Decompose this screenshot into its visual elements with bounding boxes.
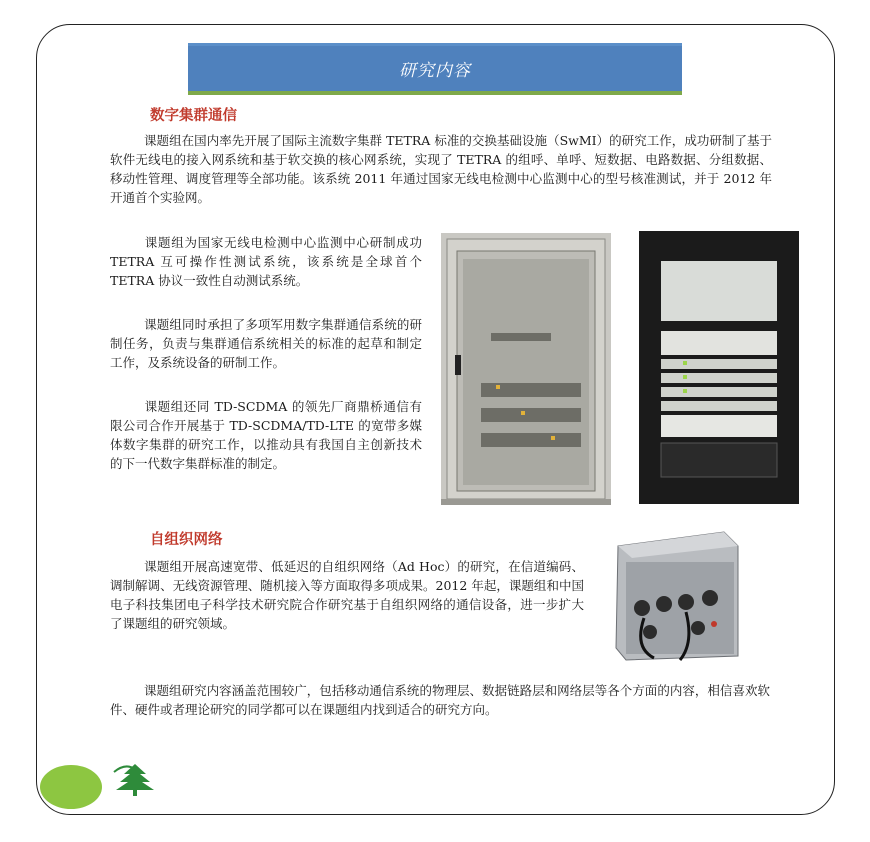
paragraph-adhoc <box>110 557 584 633</box>
paragraph-text: 课题组研究内容涵盖范围较广，包括移动通信系统的物理层、数据链路层和网络层等各个方面的内容，相信喜欢软件、硬件或者理论研究的同学都可以在课题组内找到适合的研究方向。 <box>110 683 770 717</box>
paragraph-military <box>110 315 422 372</box>
paragraph-tetra-test <box>110 233 422 290</box>
paragraph-text: 课题组同时承担了多项军用数字集群通信系统的研制任务，负责与集群通信系统相关的标准的起草和制定工作，及系统设备的研制工作。 <box>110 317 422 370</box>
section-heading-adhoc: 自组织网络 <box>150 532 223 548</box>
tree-logo-icon <box>106 760 164 798</box>
test-cabinet-photo <box>441 233 611 505</box>
paragraph-tetra-intro <box>110 131 772 207</box>
banner-title: 研究内容 <box>399 61 471 81</box>
paragraph-text: 课题组为国家无线电检测中心监测中心研制成功 TETRA 互可操作性测试系统，该系统是全球首个 TETRA 协议一致性自动测试系统。 <box>110 235 422 288</box>
paragraph-closing <box>110 681 770 719</box>
paragraph-text: 课题组还同 TD-SCDMA 的领先厂商鼎桥通信有限公司合作开展基于 TD-SCDMA/TD-LTE 的宽带多媒体数字集群的研究工作，以推动具有我国自主创新技术的下一代数字集群标准的制定。 <box>110 399 422 471</box>
decorative-circle <box>40 765 102 809</box>
title-banner <box>188 43 682 95</box>
paragraph-td-scdma <box>110 397 422 473</box>
adhoc-device-photo <box>614 528 742 662</box>
section-heading-trunking: 数字集群通信 <box>150 108 237 124</box>
paragraph-text: 课题组在国内率先开展了国际主流数字集群 TETRA 标准的交换基础设施（SwMI）的研究工作，成功研制了基于软件无线电的接入网系统和基于软交换的核心网系统，实现了 TETRA 的组呼、单呼、短数据、电路数据、分组数据、移动性管理、调度管理等全部功能。该系统 2011 年通过国家无线电检测中心监测中心的型号核准测试，并于 2012 年开通首个实验网。 <box>110 133 772 205</box>
server-rack-photo <box>639 231 799 504</box>
paragraph-text: 课题组开展高速宽带、低延迟的自组织网络（Ad Hoc）的研究，在信道编码、调制解调、无线资源管理、随机接入等方面取得多项成果。2012 年起，课题组和中国电子科技集团电子科学技术研究院合作研究基于自组织网络的通信设备，进一步扩大了课题组的研究领域。 <box>110 559 584 631</box>
